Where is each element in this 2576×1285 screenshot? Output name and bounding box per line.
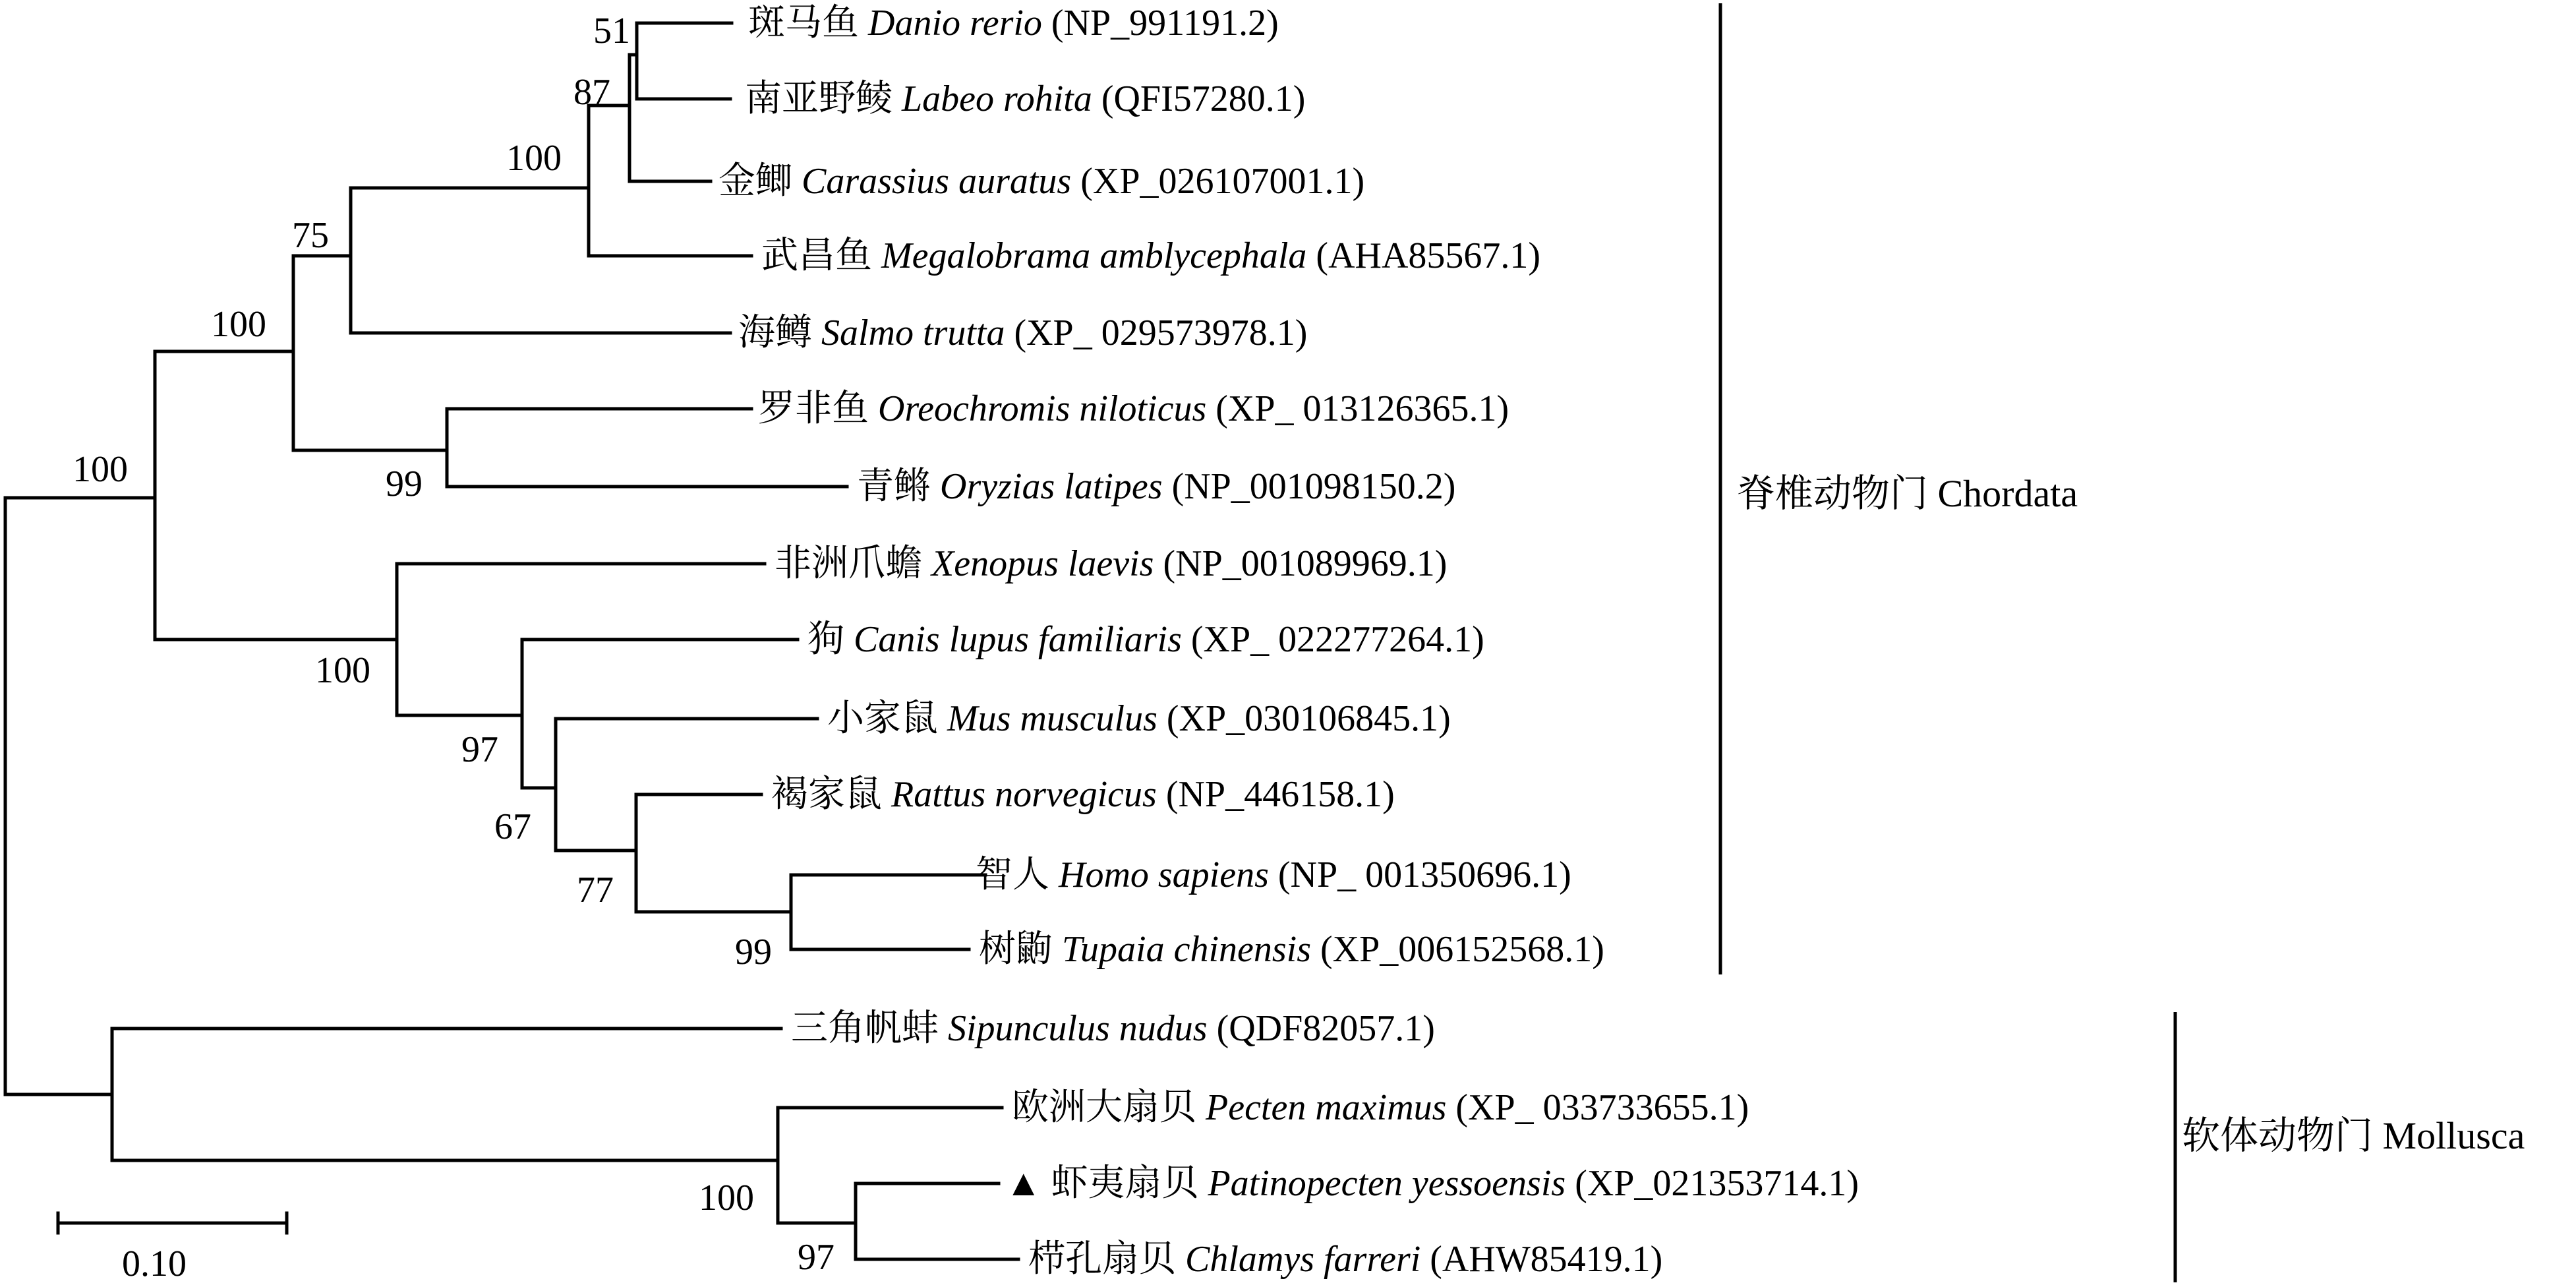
branch-node-87 — [629, 55, 711, 181]
taxon-label: 斑马鱼 Danio rerio (NP_991191.2) — [748, 3, 1279, 44]
taxon-label: 栉孔扇贝 Chlamys farreri (AHW85419.1) — [1028, 1239, 1663, 1280]
taxon-label: 小家鼠 Mus musculus (XP_030106845.1) — [827, 698, 1451, 739]
bootstrap-label: 100 — [211, 304, 266, 345]
bootstrap-label: 87 — [573, 72, 610, 113]
branch-molluscs — [112, 1029, 781, 1160]
taxon-label: 罗非鱼 Oreochromis niloticus (XP_ 013126365.1) — [758, 388, 1509, 429]
bootstrap-label: 97 — [798, 1237, 834, 1278]
group-brackets — [1720, 3, 2525, 1282]
taxon-label: 非洲爪蟾 Xenopus laevis (NP_001089969.1) — [775, 543, 1448, 584]
bootstrap-label: 100 — [699, 1178, 754, 1218]
branch-vertebrates — [155, 351, 397, 640]
scale-bar-line — [58, 1213, 287, 1233]
taxon-label: 金鲫 Carassius auratus (XP_026107001.1) — [718, 161, 1365, 202]
branch-scallops — [778, 1108, 1002, 1223]
branch-node-75 — [351, 188, 730, 333]
branch-node-97a — [522, 640, 798, 788]
branch-node-77 — [636, 794, 791, 912]
branch-root — [5, 498, 155, 1094]
taxon-label: 海鳟 Salmo trutta (XP_ 029573978.1) — [738, 313, 1308, 353]
bootstrap-label: 77 — [577, 870, 614, 911]
bootstrap-label: 97 — [461, 729, 498, 770]
taxon-label: 褐家鼠 Rattus norvegicus (NP_446158.1) — [771, 774, 1395, 815]
bootstrap-label: 75 — [292, 215, 329, 256]
branch-node-97b — [856, 1183, 1018, 1259]
bootstrap-label: 99 — [386, 463, 423, 504]
branch-fish — [293, 256, 447, 450]
bootstrap-label: 99 — [735, 932, 772, 972]
group-label-mollusca: 软体动物门 Mollusca — [2182, 1114, 2525, 1157]
scale-bar — [58, 1213, 287, 1284]
taxon-label: 青鳉 Oryzias latipes (NP_001098150.2) — [857, 466, 1456, 507]
taxon-label-marked: ▲ 虾夷扇贝 Patinopecten yessoensis (XP_021353714.1) — [1005, 1163, 1859, 1204]
scale-bar-label: 0.10 — [122, 1243, 187, 1284]
taxon-labels — [718, 3, 1859, 1280]
bootstrap-label: 100 — [315, 650, 370, 691]
taxon-label: 武昌鱼 Megalobrama amblycephala (AHA85567.1) — [761, 235, 1541, 276]
bootstrap-label: 100 — [506, 138, 562, 179]
taxon-label: 三角帆蚌 Sipunculus nudus (QDF82057.1) — [791, 1008, 1435, 1049]
bootstrap-label: 67 — [494, 806, 531, 847]
branch-node-99b — [791, 875, 985, 949]
taxon-label: 树鼩 Tupaia chinensis (XP_006152568.1) — [979, 929, 1604, 970]
group-label-chordata: 脊椎动物门 Chordata — [1737, 472, 2078, 515]
branch-node-51 — [637, 23, 732, 99]
bootstrap-label: 100 — [73, 449, 128, 490]
triangle-marker-icon: ▲ — [1005, 1163, 1042, 1204]
bootstrap-label: 51 — [593, 11, 630, 51]
taxon-label: 南亚野鲮 Labeo rohita (QFI57280.1) — [745, 78, 1306, 119]
taxon-label: 狗 Canis lupus familiaris (XP_ 022277264.1) — [807, 619, 1484, 660]
taxon-label: 智人 Homo sapiens (NP_ 001350696.1) — [976, 854, 1571, 895]
taxon-label: 欧洲大扇贝 Pecten maximus (XP_ 033733655.1) — [1012, 1087, 1749, 1128]
